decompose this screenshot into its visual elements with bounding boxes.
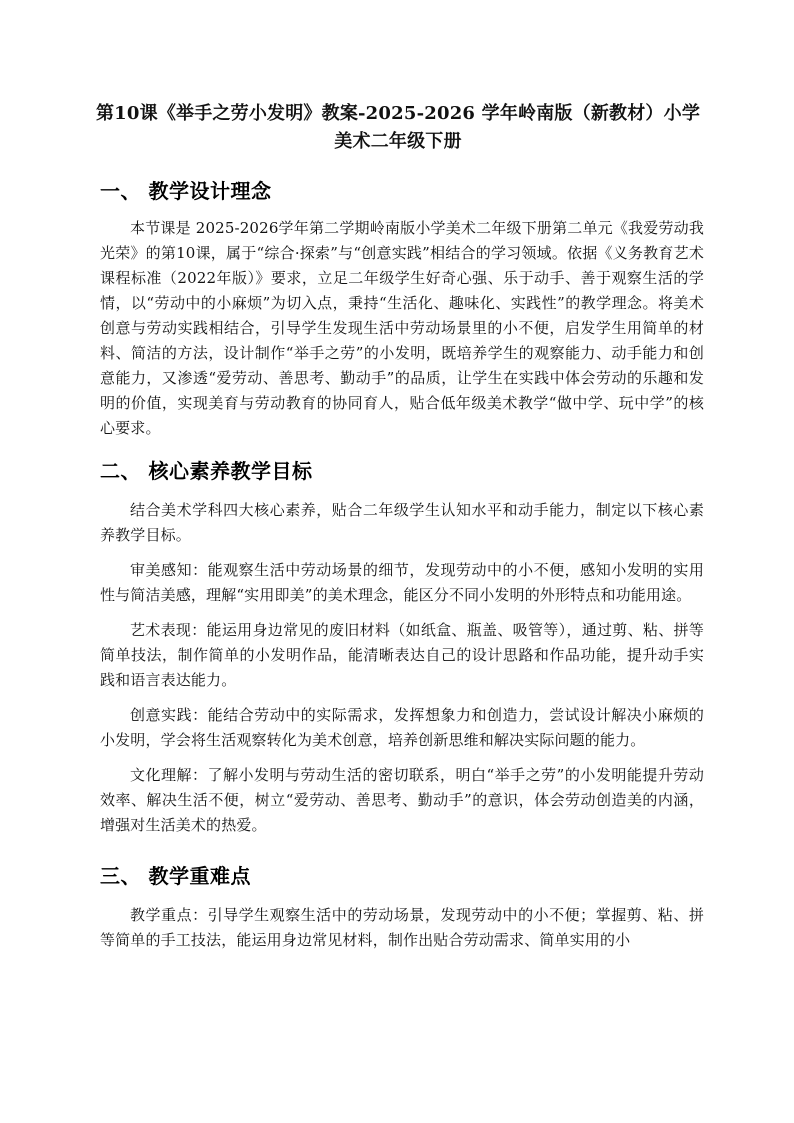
section-heading-key-points: 三、 教学重难点 bbox=[100, 864, 251, 888]
paragraph-design-concept: 本节课是 2025-2026学年第二学期岭南版小学美术二年级下册第二单元《我爱劳动我光荣》的第10课，属于“综合·探索”与“创意实践”相结合的学习领域。依据《义务教育艺术课程标准（2022年版）》要求，立足二年级学生好奇心强、乐于动手、善于观察生活的学情，以“劳动中的小麻烦”为切入点，秉持“生活化、趣味化、实践性”的教学理念。将美术创意与劳动实践相结合，引导学生发现生活中劳动场景里的小不便，启发学生用简单的材料、简洁的方法，设计制作“举手之劳”的小发明，既培养学生的观察能力、动手能力和创意能力，又渗透“爱劳动、善思考、勤动手”的品质，让学生在实践中体会劳动的乐趣和发明的价值，实现美育与劳动教育的协同育人，贴合低年级美术教学“做中学、玩中学”的核心要求。 bbox=[100, 219, 704, 437]
document-title-line-2: 美术二年级下册 bbox=[334, 131, 462, 152]
section-body-core-objectives bbox=[100, 498, 704, 838]
paragraph-creative-practice: 创意实践：能结合劳动中的实际需求，发挥想象力和创造力，尝试设计解决小麻烦的小发明，学会将生活观察转化为美术创意，培养创新思维和解决实际问题的能力。 bbox=[100, 706, 704, 749]
paragraph-teaching-focus: 教学重点：引导学生观察生活中的劳动场景，发现劳动中的小不便；掌握剪、粘、拼等简单的手工技法，能运用身边常见材料，制作出贴合劳动需求、简单实用的小 bbox=[100, 906, 704, 949]
paragraph-cultural-understanding: 文化理解：了解小发明与劳动生活的密切联系，明白“举手之劳”的小发明能提升劳动效率、解决生活不便，树立“爱劳动、善思考、勤动手”的意识，体会劳动创造美的内涵，增强对生活美术的热爱。 bbox=[100, 766, 704, 834]
document-title-line-1: 第10课《举手之劳小发明》教案-2025-2026 学年岭南版（新教材）小学 bbox=[95, 103, 701, 124]
section-body-key-points bbox=[100, 903, 704, 953]
section-heading-core-objectives: 二、 核心素养教学目标 bbox=[100, 459, 313, 483]
paragraph-aesthetic-perception: 审美感知：能观察生活中劳动场景的细节，发现劳动中的小不便，感知小发明的实用性与简洁美感，理解“实用即美”的美术理念，能区分不同小发明的外形特点和功能用途。 bbox=[100, 561, 704, 604]
paragraph-artistic-expression: 艺术表现：能运用身边常见的废旧材料（如纸盒、瓶盖、吸管等），通过剪、粘、拼等简单技法，制作简单的小发明作品，能清晰表达自己的设计思路和作品功能，提升动手实践和语言表达能力。 bbox=[100, 621, 704, 689]
section-body-design-concept bbox=[100, 216, 704, 441]
section-heading-design-concept: 一、 教学设计理念 bbox=[100, 179, 272, 203]
paragraph-objectives-intro: 结合美术学科四大核心素养，贴合二年级学生认知水平和动手能力，制定以下核心素养教学目标。 bbox=[100, 501, 704, 544]
document-title bbox=[92, 100, 704, 156]
